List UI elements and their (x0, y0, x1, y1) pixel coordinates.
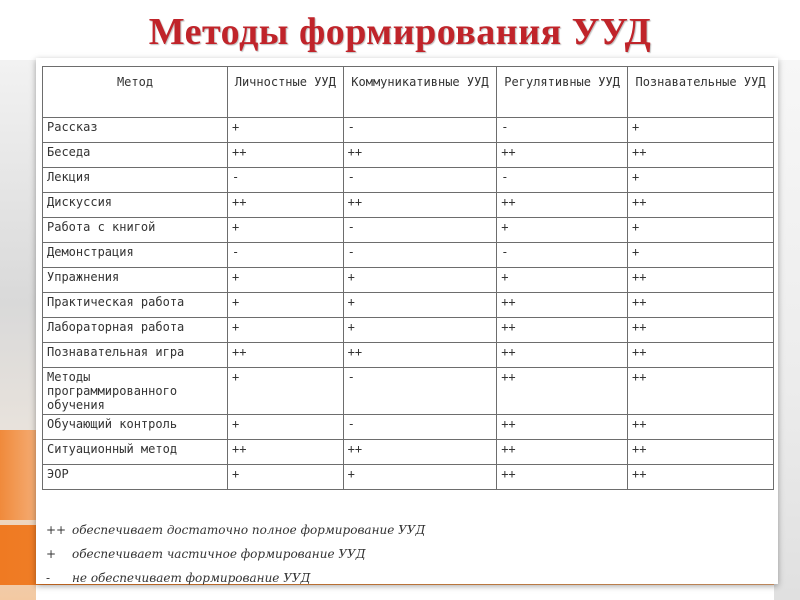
value-cell: + (228, 118, 344, 143)
value-cell: ++ (228, 143, 344, 168)
header-personal: Личностные УУД (228, 67, 344, 118)
value-cell: + (228, 415, 344, 440)
slide-title: Методы формирования УУД (148, 11, 652, 53)
header-cognitive: Познавательные УУД (628, 67, 774, 118)
value-cell: ++ (628, 440, 774, 465)
method-cell: Работа с книгой (43, 218, 228, 243)
value-cell: ++ (343, 343, 497, 368)
value-cell: ++ (628, 368, 774, 415)
value-cell: ++ (497, 143, 628, 168)
value-cell: ++ (343, 440, 497, 465)
value-cell: ++ (628, 465, 774, 490)
method-cell: ЭОР (43, 465, 228, 490)
table-row (43, 465, 774, 490)
table-row (43, 318, 774, 343)
legend-symbol: ++ (46, 523, 67, 537)
methods-table (42, 66, 774, 490)
header-communicative: Коммуникативные УУД (343, 67, 497, 118)
value-cell: + (497, 268, 628, 293)
table-row (43, 118, 774, 143)
value-cell: - (497, 168, 628, 193)
value-cell: ++ (343, 193, 497, 218)
value-cell: + (343, 465, 497, 490)
header-regulatory: Регулятивные УУД (497, 67, 628, 118)
value-cell: ++ (497, 343, 628, 368)
table-header-row (43, 67, 774, 118)
legend (46, 518, 746, 590)
value-cell: - (343, 168, 497, 193)
value-cell: ++ (497, 293, 628, 318)
method-cell: Обучающий контроль (43, 415, 228, 440)
value-cell: + (228, 268, 344, 293)
legend-text: обеспечивает частичное формирование УУД (72, 547, 366, 561)
table-row (43, 143, 774, 168)
table-body (43, 118, 774, 490)
legend-item (46, 566, 746, 590)
value-cell: + (497, 218, 628, 243)
table-row (43, 415, 774, 440)
value-cell: ++ (628, 318, 774, 343)
value-cell: ++ (497, 368, 628, 415)
legend-text: обеспечивает достаточно полное формирование УУД (72, 523, 426, 537)
table-row (43, 293, 774, 318)
value-cell: + (343, 268, 497, 293)
method-cell: Лекция (43, 168, 228, 193)
value-cell: - (343, 243, 497, 268)
value-cell: - (343, 218, 497, 243)
value-cell: + (628, 118, 774, 143)
background-orange-band (0, 430, 40, 520)
legend-symbol: - (46, 571, 51, 585)
value-cell: ++ (497, 415, 628, 440)
table-row (43, 440, 774, 465)
value-cell: ++ (628, 193, 774, 218)
value-cell: ++ (228, 343, 344, 368)
table-row (43, 193, 774, 218)
value-cell: ++ (628, 143, 774, 168)
value-cell: + (228, 318, 344, 343)
value-cell: + (628, 218, 774, 243)
value-cell: - (343, 118, 497, 143)
value-cell: - (343, 368, 497, 415)
value-cell: + (228, 218, 344, 243)
value-cell: + (228, 465, 344, 490)
value-cell: + (628, 168, 774, 193)
legend-item (46, 542, 746, 566)
value-cell: + (343, 293, 497, 318)
value-cell: ++ (497, 318, 628, 343)
method-cell: Познавательная игра (43, 343, 228, 368)
value-cell: ++ (343, 143, 497, 168)
value-cell: ++ (628, 268, 774, 293)
value-cell: ++ (628, 293, 774, 318)
value-cell: ++ (628, 415, 774, 440)
method-cell: Упражнения (43, 268, 228, 293)
value-cell: - (497, 243, 628, 268)
value-cell: ++ (228, 193, 344, 218)
method-cell: Дискуссия (43, 193, 228, 218)
value-cell: + (628, 243, 774, 268)
method-cell: Лабораторная работа (43, 318, 228, 343)
legend-item (46, 518, 746, 542)
value-cell: ++ (628, 343, 774, 368)
value-cell: + (228, 293, 344, 318)
value-cell: ++ (228, 440, 344, 465)
value-cell: - (497, 118, 628, 143)
method-cell: Беседа (43, 143, 228, 168)
method-cell: Демонстрация (43, 243, 228, 268)
value-cell: - (228, 243, 344, 268)
table-row (43, 268, 774, 293)
table-row (43, 368, 774, 415)
legend-text: не обеспечивает формирование УУД (72, 571, 311, 585)
table-row (43, 243, 774, 268)
header-method: Метод (43, 67, 228, 118)
value-cell: ++ (497, 193, 628, 218)
method-cell: Практическая работа (43, 293, 228, 318)
method-cell: Ситуационный метод (43, 440, 228, 465)
value-cell: ++ (497, 440, 628, 465)
value-cell: + (343, 318, 497, 343)
value-cell: ++ (497, 465, 628, 490)
legend-symbol: + (46, 547, 57, 561)
table-row (43, 218, 774, 243)
table-row (43, 168, 774, 193)
value-cell: - (228, 168, 344, 193)
value-cell: + (228, 368, 344, 415)
table-row (43, 343, 774, 368)
method-cell: Методы программированного обучения (43, 368, 228, 415)
value-cell: - (343, 415, 497, 440)
method-cell: Рассказ (43, 118, 228, 143)
